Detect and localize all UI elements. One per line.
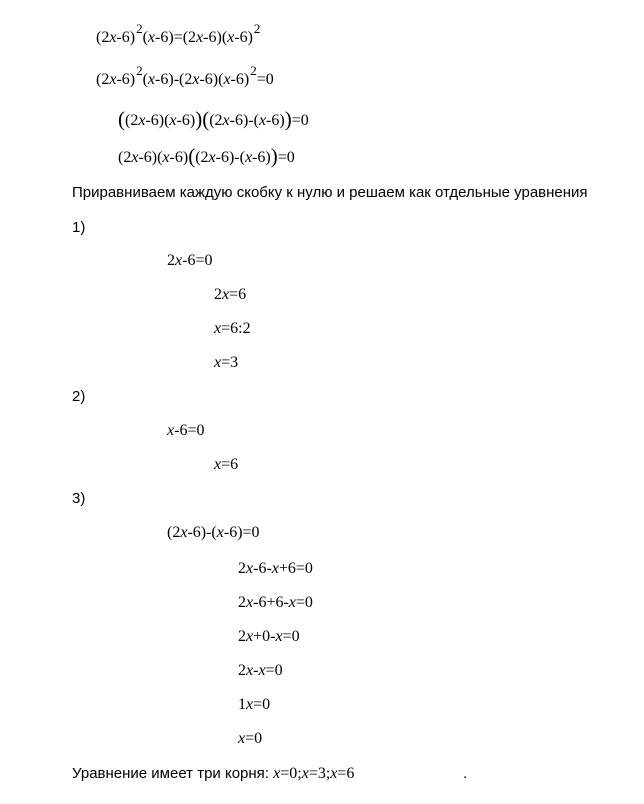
trailing-dot: . <box>463 765 468 782</box>
case-1-step-2: 2x=6 <box>214 286 247 303</box>
case-2-step-1: x-6=0 <box>167 422 205 439</box>
case-1-step-4: x=3 <box>214 354 239 371</box>
case-3-step-1: (2x-6)-(x-6)=0 <box>167 524 260 541</box>
equation-line-2: $(2x-6)^2(x-6)-(2x-6)(x-6)^2=0$ <box>96 63 274 88</box>
case-3-step-7: x=0 <box>238 730 263 747</box>
eq1-rhs: $(2x-6)(x-6)^2$ <box>182 21 261 46</box>
case-3-label: 3) <box>72 490 86 507</box>
equation-line-1: $(2x-6)^2(x-6)=(2x-6)(x-6)^2$ <box>96 21 261 46</box>
roots-list: x=0;x=3;x=6 <box>273 765 355 782</box>
case-3-step-6: 1x=0 <box>238 696 271 713</box>
conclusion-text: Уравнение имеет три корня: <box>72 765 274 782</box>
case-3-step-3: 2x-6+6-x=0 <box>238 594 313 611</box>
case-2-label: 2) <box>72 388 86 405</box>
case-1-label: 1) <box>72 219 86 236</box>
case-1-step-1: 2x-6=0 <box>167 252 213 269</box>
instruction-text: Приравниваем каждую скобку к нулю и решаем как отдельные уравнения <box>72 184 588 201</box>
case-3-step-4: 2x+0-x=0 <box>238 628 300 645</box>
case-3-step-2: 2x-6-x+6=0 <box>238 560 313 577</box>
case-3-step-5: 2x-x=0 <box>238 662 283 679</box>
case-2-step-2: x=6 <box>214 456 239 473</box>
equation-line-4: (2x-6)(x-6)((2x-6)-(x-6))=0 <box>118 144 295 168</box>
case-1-step-3: x=6:2 <box>214 320 251 337</box>
eq1-lhs: $(2x-6)^2(x-6)$ <box>96 21 174 46</box>
conclusion <box>72 764 354 784</box>
equation-line-3: ((2x-6)(x-6))((2x-6)-(x-6))=0 <box>118 107 309 131</box>
